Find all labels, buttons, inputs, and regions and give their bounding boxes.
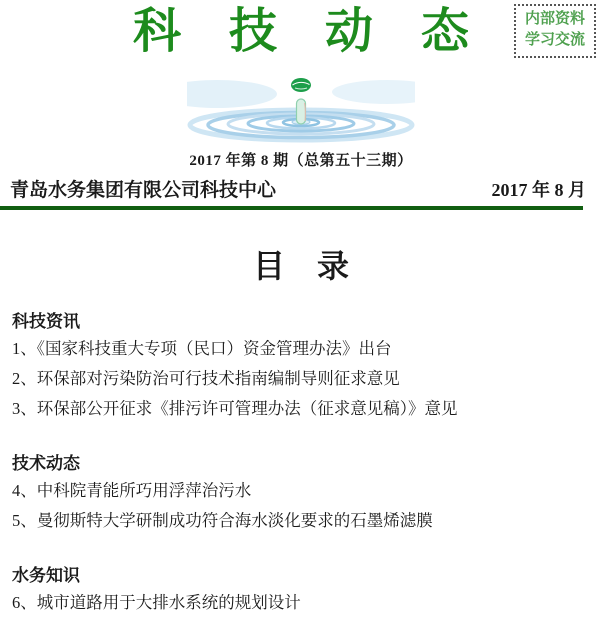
issue-line: 2017 年第 8 期（总第五十三期） <box>189 153 413 169</box>
issue-date: 2017 年 8 月 <box>491 180 586 200</box>
water-wash-right <box>332 80 415 104</box>
toc-section-tech-trends <box>12 452 602 536</box>
toc-section-sci-tech-news <box>12 310 602 424</box>
toc-item: 2、环保部对污染防治可行技术指南编制导则征求意见 <box>12 369 400 388</box>
toc-item: 3、环保部公开征求《排污许可管理办法（征求意见稿）》意见 <box>12 399 458 418</box>
publisher-row <box>0 175 602 202</box>
toc-heading: 目 录 <box>252 248 349 284</box>
internal-use-badge <box>514 4 596 58</box>
badge-line-2: 学习交流 <box>524 32 585 48</box>
table-of-contents <box>0 310 602 618</box>
section-title: 水务知识 <box>12 566 80 585</box>
water-column <box>297 99 306 124</box>
publisher-name: 青岛水务集团有限公司科技中心 <box>10 180 277 201</box>
divider-rule <box>0 206 583 210</box>
logo-icon <box>291 78 311 92</box>
toc-item: 1、《国家科技重大专项（民口）资金管理办法》出台 <box>12 339 392 358</box>
badge-line-1: 内部资料 <box>524 11 585 27</box>
newsletter-title: 科 技 动 态 <box>132 5 469 58</box>
toc-item: 5、曼彻斯特大学研制成功符合海水淡化要求的石墨烯滤膜 <box>12 511 433 530</box>
toc-section-water-knowledge <box>12 564 602 618</box>
toc-item: 6、城市道路用于大排水系统的规划设计 <box>12 593 301 612</box>
water-wash-left <box>187 80 277 108</box>
section-title: 科技资讯 <box>12 312 80 331</box>
toc-item: 4、中科院青能所巧用浮萍治污水 <box>12 481 252 500</box>
section-title: 技术动态 <box>12 454 80 473</box>
water-splash-illustration <box>187 76 415 146</box>
